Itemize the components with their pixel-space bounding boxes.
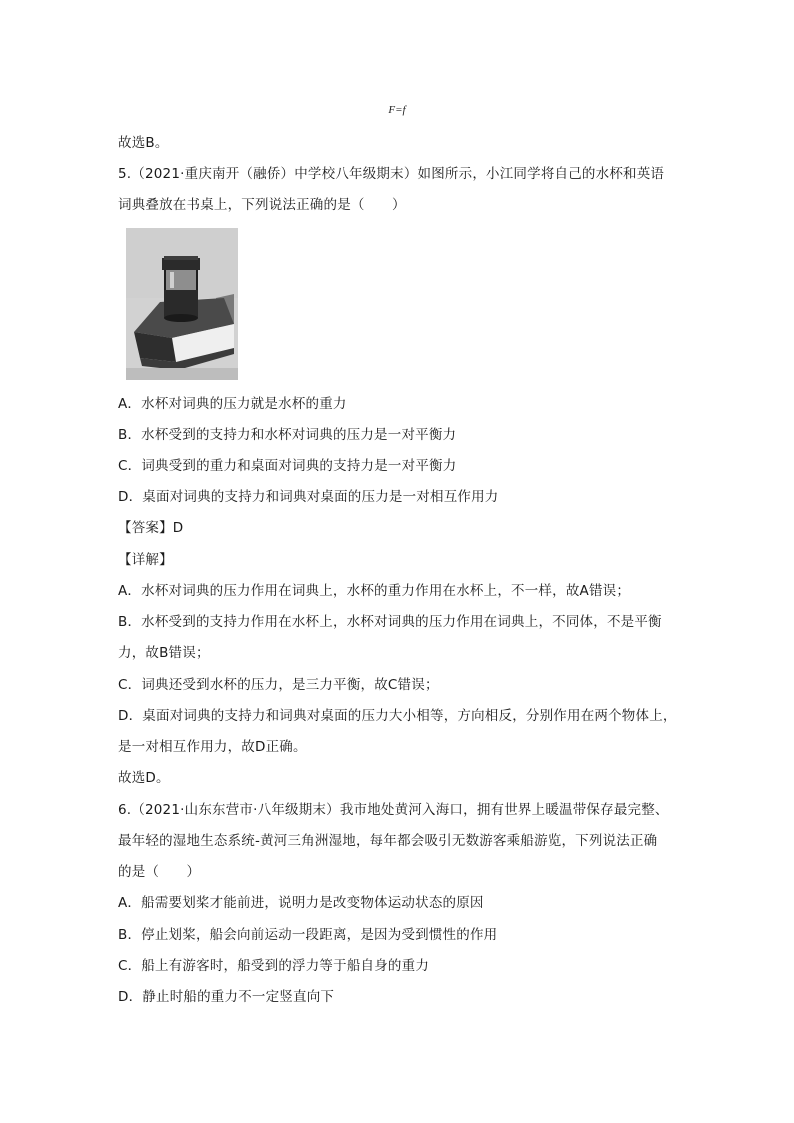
q5-photo-cup-on-dictionary (126, 228, 238, 380)
q5-detail-line-3: 力，故B错误； (118, 645, 210, 661)
q5-option-c: C．词典受到的重力和桌面对词典的支持力是一对平衡力 (118, 458, 457, 474)
formula-text: F=f (388, 104, 406, 116)
q6-option-d: D．静止时船的重力不一定竖直向下 (118, 989, 335, 1005)
q5-detail-line-5: D．桌面对词典的支持力和词典对桌面的压力大小相等，方向相反，分别作用在两个物体上， (118, 708, 677, 724)
q5-answer: 【答案】D (118, 520, 184, 536)
q5-stem-line-1: 5.（2021·重庆南开（融侨）中学校八年级期末）如图所示，小江同学将自己的水杯和英语 (118, 166, 665, 182)
cup-dictionary-illustration (126, 228, 238, 380)
q5-detail-line-1: A．水杯对词典的压力作用在词典上，水杯的重力作用在水杯上，不一样，故A错误； (118, 583, 631, 599)
q6-option-a: A．船需要划桨才能前进，说明力是改变物体运动状态的原因 (118, 895, 484, 911)
q5-detail-line-6: 是一对相互作用力，故D正确。 (118, 739, 307, 755)
q5-option-a: A．水杯对词典的压力就是水杯的重力 (118, 396, 347, 412)
q5-detail-line-2: B．水杯受到的支持力作用在水杯上，水杯对词典的压力作用在词典上，不同体，不是平衡 (118, 614, 662, 630)
q5-option-b: B．水杯受到的支持力和水杯对词典的压力是一对平衡力 (118, 427, 457, 443)
q5-detail-heading: 【详解】 (118, 552, 173, 568)
q5-option-d: D．桌面对词典的支持力和词典对桌面的压力是一对相互作用力 (118, 489, 499, 505)
q6-stem-line-2: 最年轻的湿地生态系统-黄河三角洲湿地，每年都会吸引无数游客乘船游览，下列说法正确 (118, 833, 658, 849)
q6-option-b: B．停止划桨，船会向前运动一段距离，是因为受到惯性的作用 (118, 927, 498, 943)
q5-detail-line-4: C．词典还受到水杯的压力，是三力平衡，故C错误； (118, 677, 439, 693)
prev-conclusion: 故选B。 (118, 135, 169, 151)
q6-option-c: C．船上有游客时，船受到的浮力等于船自身的重力 (118, 958, 430, 974)
q5-conclusion: 故选D。 (118, 770, 170, 786)
q5-stem-line-2: 词典叠放在书桌上，下列说法正确的是（ ） (118, 197, 406, 213)
q6-stem-line-3: 的是（ ） (118, 864, 201, 880)
q6-stem-line-1: 6.（2021·山东东营市·八年级期末）我市地处黄河入海口，拥有世界上暖温带保存最完整、 (118, 802, 669, 818)
